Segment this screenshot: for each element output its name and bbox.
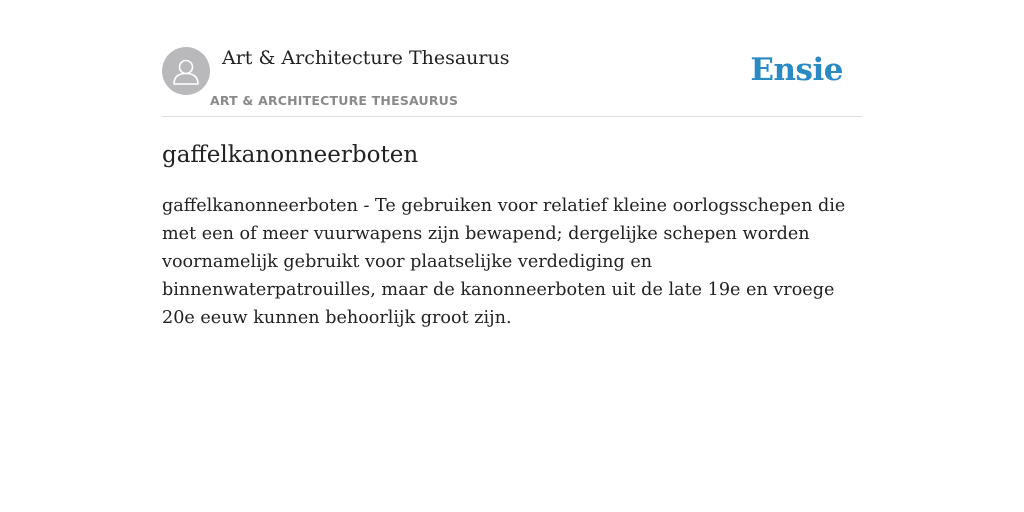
source-header <box>162 0 862 117</box>
definition-text: gaffelkanonneerboten - Te gebruiken voor relatief kleine oorlogsschepen die met een of meer vuurwapens zijn bewapend; dergelijke schepen worden voornamelijk gebruikt voor plaatselijke verdediging en binnenwaterpatrouilles, maar de kanonneerboten uit de late 19e en vroege 20e eeuw kunnen behoorlijk groot zijn. <box>162 196 846 328</box>
source-title[interactable]: Art & Architecture Thesaurus <box>222 47 510 69</box>
source-subtitle[interactable]: ART & ARCHITECTURE THESAURUS <box>210 93 459 108</box>
term-heading: gaffelkanonneerboten <box>162 142 419 168</box>
user-silhouette-icon <box>162 47 210 95</box>
page-container <box>162 0 862 328</box>
brand-logo[interactable]: Ensie <box>750 52 843 88</box>
avatar[interactable] <box>162 47 210 95</box>
